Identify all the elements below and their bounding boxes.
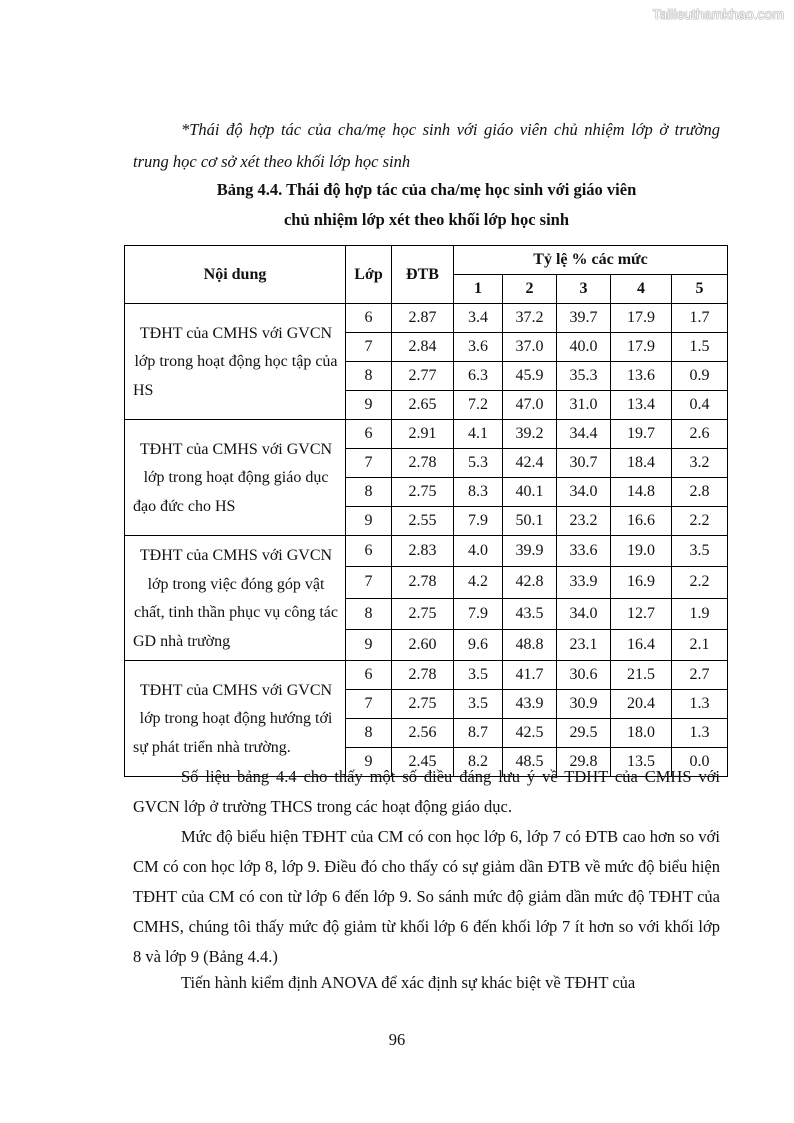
paragraph-2: Mức độ biểu hiện TĐHT của CM có con học lớp 6, lớp 7 có ĐTB cao hơn so với CM có con học lớp 8, lớp 9. Điều đó cho thấy có sự giảm dần ĐTB về mức độ biểu hiện TĐHT của CM có con từ lớp 6 đến lớp 9. So sánh mức độ giảm dần mức độ TĐHT của CMHS, chúng tôi thấy mức độ giảm từ khối lớp 6 đến khối lớp 7 ít hơn so với khối lớp 8 và lớp 9 (Bảng 4.4.) xyxy=(133,827,720,966)
row-grade: 6 xyxy=(346,661,392,690)
header-level-3: 3 xyxy=(557,275,611,304)
table-row xyxy=(125,304,728,333)
row-level-4: 19.0 xyxy=(611,536,672,567)
row-level-2: 40.1 xyxy=(503,478,557,507)
row-level-5: 3.2 xyxy=(672,449,728,478)
row-level-4: 16.4 xyxy=(611,629,672,660)
row-level-5: 2.2 xyxy=(672,567,728,598)
table-caption-line-1: Bảng 4.4. Thái độ hợp tác của cha/mẹ học sinh với giáo viên xyxy=(216,180,637,199)
row-level-1: 7.9 xyxy=(454,598,503,629)
row-grade: 8 xyxy=(346,478,392,507)
row-level-4: 13.6 xyxy=(611,362,672,391)
row-mean: 2.87 xyxy=(392,304,454,333)
row-mean: 2.84 xyxy=(392,333,454,362)
row-mean: 2.60 xyxy=(392,629,454,660)
row-level-5: 2.8 xyxy=(672,478,728,507)
row-level-1: 7.9 xyxy=(454,507,503,536)
row-level-4: 13.5 xyxy=(611,748,672,777)
row-mean: 2.83 xyxy=(392,536,454,567)
row-level-2: 48.5 xyxy=(503,748,557,777)
row-level-5: 0.4 xyxy=(672,391,728,420)
row-level-4: 21.5 xyxy=(611,661,672,690)
row-level-1: 7.2 xyxy=(454,391,503,420)
row-level-3: 23.2 xyxy=(557,507,611,536)
row-level-4: 14.8 xyxy=(611,478,672,507)
row-mean: 2.78 xyxy=(392,661,454,690)
row-level-2: 50.1 xyxy=(503,507,557,536)
row-level-2: 42.5 xyxy=(503,719,557,748)
row-grade: 7 xyxy=(346,567,392,598)
row-level-3: 39.7 xyxy=(557,304,611,333)
table-row xyxy=(125,420,728,449)
header-grade: Lớp xyxy=(346,246,392,304)
row-mean: 2.56 xyxy=(392,719,454,748)
row-level-1: 3.6 xyxy=(454,333,503,362)
row-content: TĐHT của CMHS với GVCN lớp trong việc đóng góp vật chất, tinh thần phục vụ công tác GD nhà trường xyxy=(125,536,346,661)
row-mean: 2.78 xyxy=(392,449,454,478)
row-level-3: 23.1 xyxy=(557,629,611,660)
row-grade: 8 xyxy=(346,719,392,748)
row-mean: 2.45 xyxy=(392,748,454,777)
header-level-4: 4 xyxy=(611,275,672,304)
row-grade: 8 xyxy=(346,598,392,629)
row-content: TĐHT của CMHS với GVCN lớp trong hoạt động học tập của HS xyxy=(125,304,346,420)
row-level-5: 1.7 xyxy=(672,304,728,333)
row-level-5: 3.5 xyxy=(672,536,728,567)
row-level-4: 19.7 xyxy=(611,420,672,449)
row-level-5: 2.1 xyxy=(672,629,728,660)
row-level-1: 4.2 xyxy=(454,567,503,598)
row-grade: 6 xyxy=(346,304,392,333)
row-level-3: 34.0 xyxy=(557,478,611,507)
row-level-5: 0.0 xyxy=(672,748,728,777)
row-level-5: 1.3 xyxy=(672,719,728,748)
row-grade: 6 xyxy=(346,420,392,449)
row-level-2: 41.7 xyxy=(503,661,557,690)
row-grade: 8 xyxy=(346,362,392,391)
row-level-1: 3.5 xyxy=(454,690,503,719)
row-level-3: 40.0 xyxy=(557,333,611,362)
row-level-3: 33.9 xyxy=(557,567,611,598)
row-level-3: 30.6 xyxy=(557,661,611,690)
results-table xyxy=(124,245,728,777)
row-mean: 2.75 xyxy=(392,598,454,629)
row-level-1: 4.1 xyxy=(454,420,503,449)
table-row xyxy=(125,536,728,567)
row-level-2: 39.9 xyxy=(503,536,557,567)
row-level-1: 5.3 xyxy=(454,449,503,478)
table-body xyxy=(125,304,728,777)
row-grade: 9 xyxy=(346,507,392,536)
row-grade: 9 xyxy=(346,391,392,420)
row-level-4: 17.9 xyxy=(611,304,672,333)
row-grade: 6 xyxy=(346,536,392,567)
page-number: 96 xyxy=(388,1030,406,1049)
header-mean: ĐTB xyxy=(392,246,454,304)
row-level-3: 30.7 xyxy=(557,449,611,478)
row-level-2: 48.8 xyxy=(503,629,557,660)
row-mean: 2.77 xyxy=(392,362,454,391)
row-level-1: 4.0 xyxy=(454,536,503,567)
row-level-2: 37.2 xyxy=(503,304,557,333)
row-mean: 2.78 xyxy=(392,567,454,598)
row-content: TĐHT của CMHS với GVCN lớp trong hoạt động hướng tới sự phát triển nhà trường. xyxy=(125,661,346,777)
row-mean: 2.65 xyxy=(392,391,454,420)
row-level-4: 16.6 xyxy=(611,507,672,536)
table-row xyxy=(125,661,728,690)
row-grade: 7 xyxy=(346,690,392,719)
row-level-1: 8.3 xyxy=(454,478,503,507)
row-level-5: 1.9 xyxy=(672,598,728,629)
paragraph-1: Số liệu bảng 4.4 cho thấy một số điều đáng lưu ý về TĐHT của CMHS với GVCN lớp ở trường THCS trong các hoạt động giáo dục. xyxy=(133,767,720,816)
row-level-4: 16.9 xyxy=(611,567,672,598)
row-level-3: 31.0 xyxy=(557,391,611,420)
intro-heading: *Thái độ hợp tác của cha/mẹ học sinh với giáo viên chủ nhiệm lớp ở trường trung học cơ sở xét theo khối lớp học sinh xyxy=(133,120,720,171)
row-level-3: 29.5 xyxy=(557,719,611,748)
row-level-5: 0.9 xyxy=(672,362,728,391)
table-caption-line-2: chủ nhiệm lớp xét theo khối lớp học sinh xyxy=(283,210,570,229)
row-level-2: 45.9 xyxy=(503,362,557,391)
row-level-2: 47.0 xyxy=(503,391,557,420)
row-level-5: 2.6 xyxy=(672,420,728,449)
row-level-1: 3.5 xyxy=(454,661,503,690)
row-level-4: 13.4 xyxy=(611,391,672,420)
header-rate: Tỷ lệ % các mức xyxy=(454,246,728,275)
row-level-5: 2.7 xyxy=(672,661,728,690)
row-level-5: 1.5 xyxy=(672,333,728,362)
row-level-4: 20.4 xyxy=(611,690,672,719)
paragraph-3: Tiến hành kiểm định ANOVA để xác định sự khác biệt về TĐHT của xyxy=(181,973,636,992)
table-header-row xyxy=(125,246,728,275)
header-content: Nội dung xyxy=(125,246,346,304)
row-level-1: 3.4 xyxy=(454,304,503,333)
watermark-text: Tailieuthamkhao.com xyxy=(652,6,784,22)
row-mean: 2.91 xyxy=(392,420,454,449)
row-level-4: 17.9 xyxy=(611,333,672,362)
row-level-2: 42.4 xyxy=(503,449,557,478)
row-level-5: 1.3 xyxy=(672,690,728,719)
row-mean: 2.55 xyxy=(392,507,454,536)
row-level-2: 39.2 xyxy=(503,420,557,449)
row-level-1: 8.2 xyxy=(454,748,503,777)
row-level-3: 34.0 xyxy=(557,598,611,629)
row-level-5: 2.2 xyxy=(672,507,728,536)
row-level-1: 9.6 xyxy=(454,629,503,660)
header-level-1: 1 xyxy=(454,275,503,304)
row-level-3: 30.9 xyxy=(557,690,611,719)
row-level-4: 12.7 xyxy=(611,598,672,629)
row-content: TĐHT của CMHS với GVCN lớp trong hoạt động giáo dục đạo đức cho HS xyxy=(125,420,346,536)
row-level-4: 18.0 xyxy=(611,719,672,748)
row-level-2: 43.5 xyxy=(503,598,557,629)
row-level-4: 18.4 xyxy=(611,449,672,478)
row-level-3: 35.3 xyxy=(557,362,611,391)
row-level-3: 33.6 xyxy=(557,536,611,567)
row-grade: 9 xyxy=(346,629,392,660)
row-mean: 2.75 xyxy=(392,478,454,507)
row-grade: 7 xyxy=(346,333,392,362)
row-grade: 7 xyxy=(346,449,392,478)
row-level-2: 42.8 xyxy=(503,567,557,598)
row-level-3: 29.8 xyxy=(557,748,611,777)
header-level-2: 2 xyxy=(503,275,557,304)
row-grade: 9 xyxy=(346,748,392,777)
row-mean: 2.75 xyxy=(392,690,454,719)
row-level-3: 34.4 xyxy=(557,420,611,449)
header-level-5: 5 xyxy=(672,275,728,304)
row-level-1: 8.7 xyxy=(454,719,503,748)
row-level-2: 43.9 xyxy=(503,690,557,719)
row-level-2: 37.0 xyxy=(503,333,557,362)
row-level-1: 6.3 xyxy=(454,362,503,391)
